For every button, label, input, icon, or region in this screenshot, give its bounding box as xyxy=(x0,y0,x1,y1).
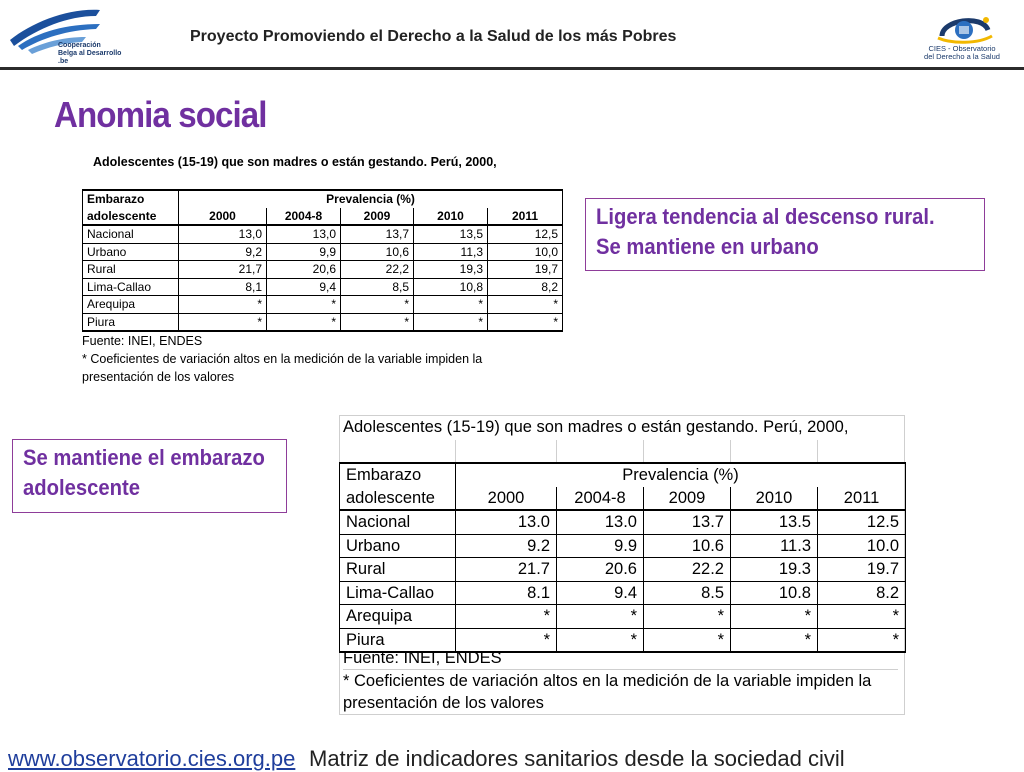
table-row xyxy=(340,581,906,605)
cies-globe-icon xyxy=(912,12,1012,46)
cooperacion-belga-logo xyxy=(8,2,122,66)
logo-left-line-1: Cooperación xyxy=(58,42,101,49)
big-row-header-line1: Embarazo xyxy=(340,463,456,487)
small-col-header: 2009 xyxy=(341,208,414,226)
table-row xyxy=(340,534,906,558)
cell-value: 9,4 xyxy=(267,278,341,296)
cell-value: * xyxy=(488,313,563,331)
big-col-header: 2000 xyxy=(456,487,557,511)
table-row xyxy=(83,278,563,296)
big-row-header-line2: adolescente xyxy=(340,487,456,511)
small-prevalence-table xyxy=(82,189,563,332)
cell-value: * xyxy=(731,605,818,629)
small-table-source: Fuente: INEI, ENDES xyxy=(82,334,203,348)
logo-left-line-2: Belga al Desarrollo xyxy=(58,50,122,57)
cell-value: * xyxy=(179,313,267,331)
small-row-header-line2: adolescente xyxy=(83,208,179,226)
cell-value: * xyxy=(644,628,731,652)
cell-value: 8,1 xyxy=(179,278,267,296)
cell-value: 20.6 xyxy=(557,558,644,582)
big-group-header: Prevalencia (%) xyxy=(456,463,906,487)
big-col-header: 2009 xyxy=(644,487,731,511)
callout-left-line-2: adolescente xyxy=(23,475,140,500)
cell-value: 10,6 xyxy=(341,243,414,261)
cell-value: * xyxy=(179,296,267,314)
small-table-caption: Adolescentes (15-19) que son madres o están gestando. Perú, 2000, xyxy=(93,155,497,169)
footer-tagline: Matriz de indicadores sanitarios desde la sociedad civil xyxy=(309,746,845,771)
cell-value: 20,6 xyxy=(267,261,341,279)
small-table-footnote: * Coeficientes de variación altos en la medición de la variable impiden la presentación de los valores xyxy=(82,352,483,384)
cell-value: 10.6 xyxy=(644,534,731,558)
row-label: Piura xyxy=(340,628,456,652)
cell-value: 10.0 xyxy=(818,534,906,558)
big-table-caption: Adolescentes (15-19) que son madres o están gestando. Perú, 2000, xyxy=(343,418,849,436)
cell-value: 9,2 xyxy=(179,243,267,261)
cell-value: * xyxy=(456,628,557,652)
big-table-source: Fuente: INEI, ENDES xyxy=(343,649,502,667)
cell-value: 10,0 xyxy=(488,243,563,261)
cell-value: * xyxy=(456,605,557,629)
cell-value: 11,3 xyxy=(414,243,488,261)
cell-value: * xyxy=(731,628,818,652)
cell-value: 8.2 xyxy=(818,581,906,605)
cell-value: 12.5 xyxy=(818,510,906,534)
cies-observatorio-logo xyxy=(912,12,1012,66)
cell-value: * xyxy=(267,313,341,331)
row-label: Rural xyxy=(83,261,179,279)
cell-value: 9.2 xyxy=(456,534,557,558)
table-row xyxy=(83,243,563,261)
cell-value: 9,9 xyxy=(267,243,341,261)
cell-value: * xyxy=(414,296,488,314)
cell-value: 9.9 xyxy=(557,534,644,558)
cell-value: 13.0 xyxy=(557,510,644,534)
cell-value: 13,0 xyxy=(179,225,267,243)
cell-value: 22.2 xyxy=(644,558,731,582)
row-label: Arequipa xyxy=(83,296,179,314)
cell-value: * xyxy=(818,628,906,652)
row-label: Rural xyxy=(340,558,456,582)
cell-value: 10,8 xyxy=(414,278,488,296)
cell-value: 22,2 xyxy=(341,261,414,279)
small-col-header: 2004-8 xyxy=(267,208,341,226)
big-table-empty-grid-row xyxy=(339,440,905,462)
cell-value: * xyxy=(557,605,644,629)
cell-value: 19,7 xyxy=(488,261,563,279)
cell-value: * xyxy=(818,605,906,629)
row-label: Urbano xyxy=(340,534,456,558)
cell-value: 13.5 xyxy=(731,510,818,534)
callout-left-line-1: Se mantiene el embarazo xyxy=(23,445,265,470)
cell-value: * xyxy=(341,296,414,314)
big-col-header: 2004-8 xyxy=(557,487,644,511)
small-row-header-line1: Embarazo xyxy=(83,190,179,208)
footer-website-link[interactable]: www.observatorio.cies.org.pe xyxy=(8,746,296,771)
cell-value: 8.5 xyxy=(644,581,731,605)
small-col-header: 2000 xyxy=(179,208,267,226)
cell-value: * xyxy=(414,313,488,331)
cell-value: 8,2 xyxy=(488,278,563,296)
small-group-header: Prevalencia (%) xyxy=(179,190,563,208)
cell-value: 19.3 xyxy=(731,558,818,582)
cell-value: 9.4 xyxy=(557,581,644,605)
cell-value: * xyxy=(341,313,414,331)
logo-right-line-1: CIES - Observatorio xyxy=(928,44,996,53)
small-col-header: 2010 xyxy=(414,208,488,226)
row-label: Lima-Callao xyxy=(83,278,179,296)
cell-value: 13,5 xyxy=(414,225,488,243)
table-row xyxy=(83,296,563,314)
row-label: Lima-Callao xyxy=(340,581,456,605)
logo-right-line-2: del Derecho a la Salud xyxy=(924,52,1000,61)
table-row xyxy=(83,225,563,243)
callout-rural-trend xyxy=(585,198,985,271)
cell-value: 8,5 xyxy=(341,278,414,296)
row-label: Urbano xyxy=(83,243,179,261)
cell-value: 19,3 xyxy=(414,261,488,279)
row-label: Nacional xyxy=(83,225,179,243)
small-table-notes xyxy=(82,332,552,386)
cell-value: 12,5 xyxy=(488,225,563,243)
cell-value: 13,7 xyxy=(341,225,414,243)
cell-value: 11.3 xyxy=(731,534,818,558)
small-col-header: 2011 xyxy=(488,208,563,226)
cell-value: 13.7 xyxy=(644,510,731,534)
callout-adolescent-pregnancy xyxy=(12,439,287,513)
cell-value: 19.7 xyxy=(818,558,906,582)
cell-value: 13.0 xyxy=(456,510,557,534)
cell-value: * xyxy=(644,605,731,629)
table-row xyxy=(340,510,906,534)
big-table-footnote: * Coeficientes de variación altos en la medición de la variable impiden la presentación de los valores xyxy=(343,669,898,714)
logo-left-line-3: .be xyxy=(58,58,69,65)
cell-value: 8.1 xyxy=(456,581,557,605)
cell-value: * xyxy=(267,296,341,314)
cell-value: 21.7 xyxy=(456,558,557,582)
table-row xyxy=(340,605,906,629)
big-col-header: 2011 xyxy=(818,487,906,511)
cell-value: * xyxy=(557,628,644,652)
header-title: Proyecto Promoviendo el Derecho a la Salud de los más Pobres xyxy=(190,28,677,45)
big-table-notes xyxy=(343,647,898,714)
callout-right-line-1: Ligera tendencia al descenso rural. xyxy=(596,204,935,229)
cell-value: 21,7 xyxy=(179,261,267,279)
cell-value: 10.8 xyxy=(731,581,818,605)
table-row xyxy=(83,261,563,279)
row-label: Arequipa xyxy=(340,605,456,629)
row-label: Piura xyxy=(83,313,179,331)
cell-value: * xyxy=(488,296,563,314)
big-col-header: 2010 xyxy=(731,487,818,511)
table-row xyxy=(83,313,563,331)
table-row xyxy=(340,558,906,582)
big-prevalence-table xyxy=(339,462,906,653)
row-label: Nacional xyxy=(340,510,456,534)
callout-right-line-2: Se mantiene en urbano xyxy=(596,234,819,259)
cell-value: 13,0 xyxy=(267,225,341,243)
header-divider xyxy=(0,67,1024,70)
page-title: Anomia social xyxy=(54,94,267,135)
